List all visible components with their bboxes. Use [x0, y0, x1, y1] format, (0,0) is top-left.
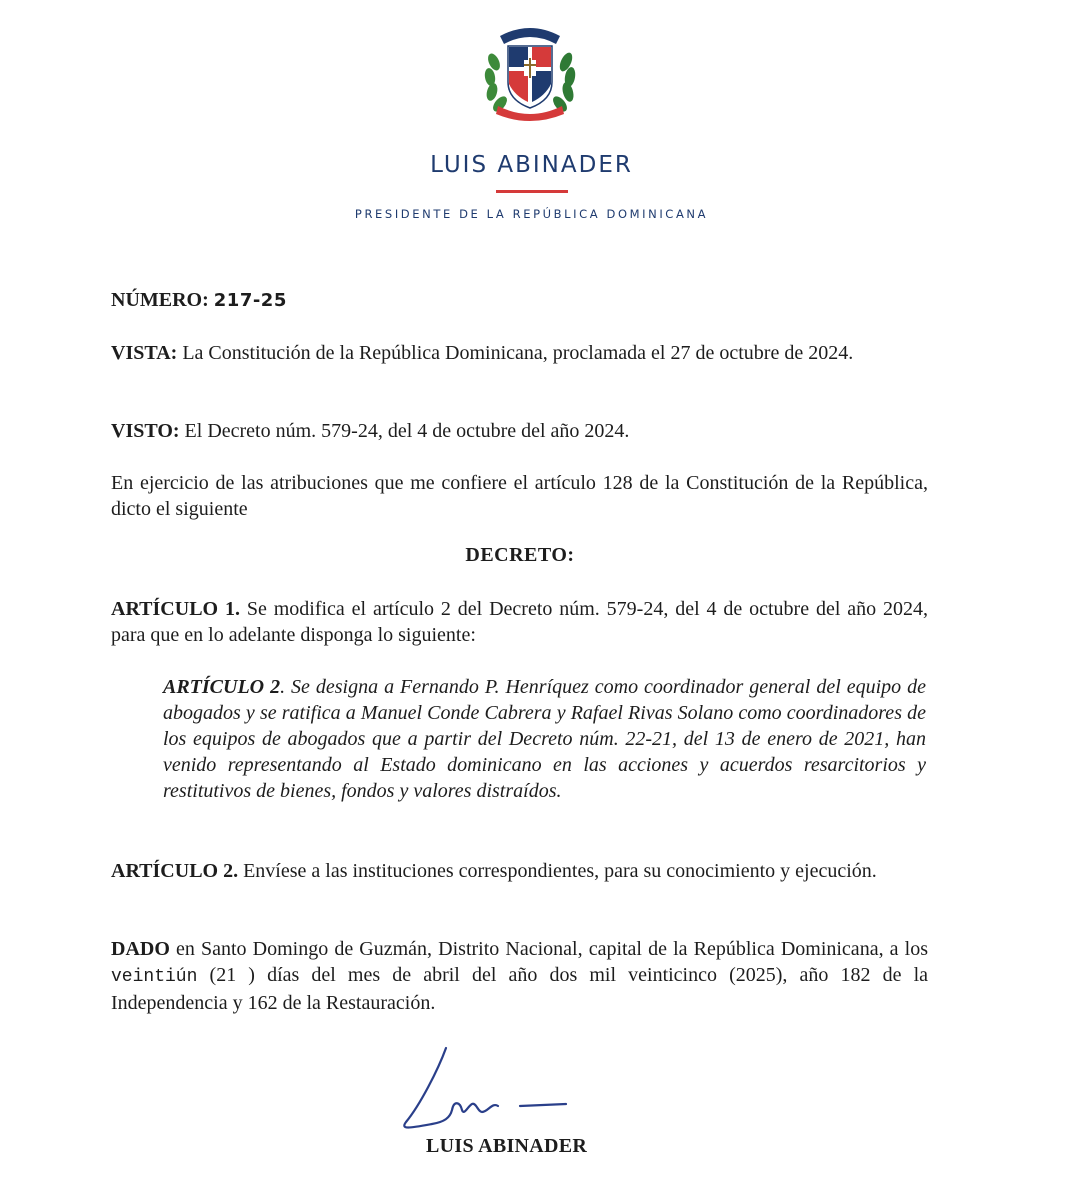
header-title: PRESIDENTE DE LA REPÚBLICA DOMINICANA: [354, 207, 709, 221]
visto-text: El Decreto núm. 579-24, del 4 de octubre del año 2024.: [184, 420, 630, 442]
visto-paragraph: [111, 418, 928, 444]
articulo-2-label: ARTÍCULO 2.: [111, 860, 239, 882]
handwritten-signature-icon: [380, 1040, 580, 1135]
visto-label: VISTO:: [111, 420, 180, 442]
articulo-1-label: ARTÍCULO 1.: [111, 598, 240, 620]
dado-label: DADO: [111, 938, 170, 960]
dominican-coat-of-arms-icon: [478, 22, 582, 122]
decree-number-label: NÚMERO:: [111, 289, 209, 311]
header-divider: [496, 190, 568, 193]
dado-day-word: veintiún: [111, 967, 198, 987]
dado-text-2: días del mes de abril del año dos mil veinticinco (2025), año 182 de la Independencia y 162 de la Restauración.: [111, 964, 929, 1014]
vista-paragraph: [111, 340, 928, 366]
quoted-article-label: ARTÍCULO 2: [163, 676, 281, 698]
quoted-article-text: . Se designa a Fernando P. Henríquez como coordinador general del equipo de abogados y se ratifica a Manuel Conde Cabrera y Rafael Rivas Solano como coordinadores de los equipos de abogados que a partir del Decreto núm. 22-21, del 13 de enero de 2021, han venido representando al Estado dominicano en las acciones y acuerdos resarcitorios y restitutivos de bienes, fondos y valores distraídos.: [163, 676, 926, 802]
header-name: LUIS ABINADER: [430, 152, 633, 178]
dado-text-1: en Santo Domingo de Guzmán, Distrito Nacional, capital de la República Dominicana, a los: [176, 938, 928, 960]
decreto-heading: DECRETO:: [465, 544, 575, 566]
vista-label: VISTA:: [111, 342, 178, 364]
articulo-1-paragraph: [111, 596, 928, 648]
decree-number: [111, 289, 287, 312]
decree-number-value: 217-25: [213, 290, 287, 311]
articulo-2-paragraph: [111, 858, 928, 884]
articulo-2-text: Envíese a las instituciones correspondientes, para su conocimiento y ejecución.: [243, 860, 877, 882]
quoted-article-paragraph: [163, 674, 926, 804]
dado-paragraph: [111, 936, 928, 1016]
dado-day-number: (21 ): [209, 964, 255, 986]
articulo-1-text: Se modifica el artículo 2 del Decreto núm. 579-24, del 4 de octubre del año 2024, para que en lo adelante disponga lo siguiente:: [111, 598, 929, 646]
signatory-name: LUIS ABINADER: [426, 1135, 588, 1157]
vista-text: La Constitución de la República Dominicana, proclamada el 27 de octubre de 2024.: [182, 342, 854, 364]
ejercicio-paragraph: En ejercicio de las atribuciones que me confiere el artículo 128 de la Constitución de la República, dicto el siguiente: [111, 472, 928, 520]
